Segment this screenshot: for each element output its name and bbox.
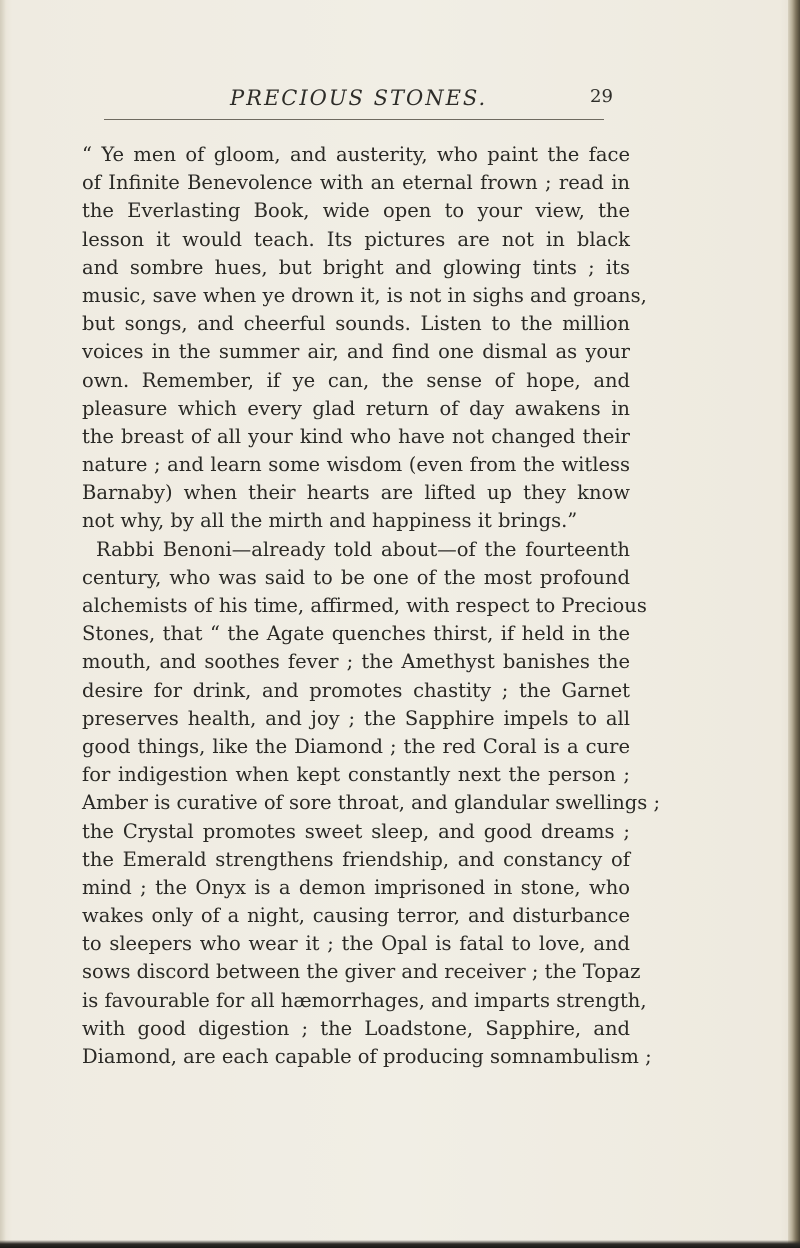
text-line: preserves health, and joy ; the Sapphire impels to all — [82, 706, 630, 730]
running-title: PRECIOUS STONES. — [230, 86, 488, 110]
text-line: for indigestion when kept constantly next the person ; — [82, 763, 630, 787]
text-line: Amber is curative of sore throat, and glandular swellings ; — [82, 791, 661, 815]
text-line: sows discord between the giver and receiver ; the Topaz — [82, 960, 641, 984]
text-line: not why, by all the mirth and happiness it brings.” — [82, 509, 578, 533]
text-line: the Emerald strengthens friendship, and constancy of — [82, 847, 630, 871]
text-line: lesson it would teach. Its pictures are not in black — [82, 227, 630, 251]
text-line: mouth, and soothes fever ; the Amethyst banishes the — [82, 650, 630, 674]
text-line: “ Ye men of gloom, and austerity, who paint the face — [82, 143, 630, 166]
header-rule — [104, 119, 604, 120]
text-line: with good digestion ; the Loadstone, Sapphire, and — [82, 1016, 630, 1040]
text-line: voices in the summer air, and find one dismal as your — [82, 340, 630, 364]
page-left-edge — [0, 0, 6, 1248]
text-line: own. Remember, if ye can, the sense of hope, and — [82, 368, 630, 392]
text-line: century, who was said to be one of the most profound — [82, 565, 630, 589]
running-head — [56, 86, 656, 118]
text-line: Stones, that “ the Agate quenches thirst, if held in the — [82, 622, 630, 646]
text-line: music, save when ye drown it, is not in sighs and groans, — [82, 283, 647, 307]
text-line: nature ; and learn some wisdom (even from the witless — [82, 453, 630, 477]
text-line: the breast of all your kind who have not changed their — [82, 424, 630, 448]
text-line: of Infinite Benevolence with an eternal frown ; read in — [82, 171, 630, 195]
text-line: good things, like the Diamond ; the red Coral is a cure — [82, 734, 630, 758]
text-line: desire for drink, and promotes chastity ; the Garnet — [82, 678, 630, 702]
text-line: to sleepers who wear it ; the Opal is fatal to love, and — [82, 932, 630, 956]
text-line: is favourable for all hæmorrhages, and imparts strength, — [82, 988, 647, 1012]
page-number: 29 — [590, 86, 613, 107]
text-line: Barnaby) when their hearts are lifted up they know — [82, 481, 630, 505]
body-text — [82, 141, 661, 1071]
text-line: the Crystal promotes sweet sleep, and good dreams ; — [82, 819, 630, 843]
book-binding-edge — [788, 0, 800, 1248]
text-line: the Everlasting Book, wide open to your view, the — [82, 199, 630, 223]
text-line: Rabbi Benoni—already told about—of the fourteenth — [96, 537, 630, 561]
text-line: alchemists of his time, affirmed, with respect to Precious — [82, 594, 647, 617]
text-line: pleasure which every glad return of day awakens in — [82, 396, 630, 420]
text-line: Diamond, are each capable of producing somnambulism ; — [82, 1045, 652, 1068]
text-line: wakes only of a night, causing terror, and disturbance — [82, 904, 630, 928]
text-line: but songs, and cheerful sounds. Listen to the million — [82, 312, 630, 336]
page-bottom-edge — [0, 1240, 800, 1248]
text-line: mind ; the Onyx is a demon imprisoned in stone, who — [82, 875, 630, 899]
text-line: and sombre hues, but bright and glowing tints ; its — [82, 255, 630, 279]
